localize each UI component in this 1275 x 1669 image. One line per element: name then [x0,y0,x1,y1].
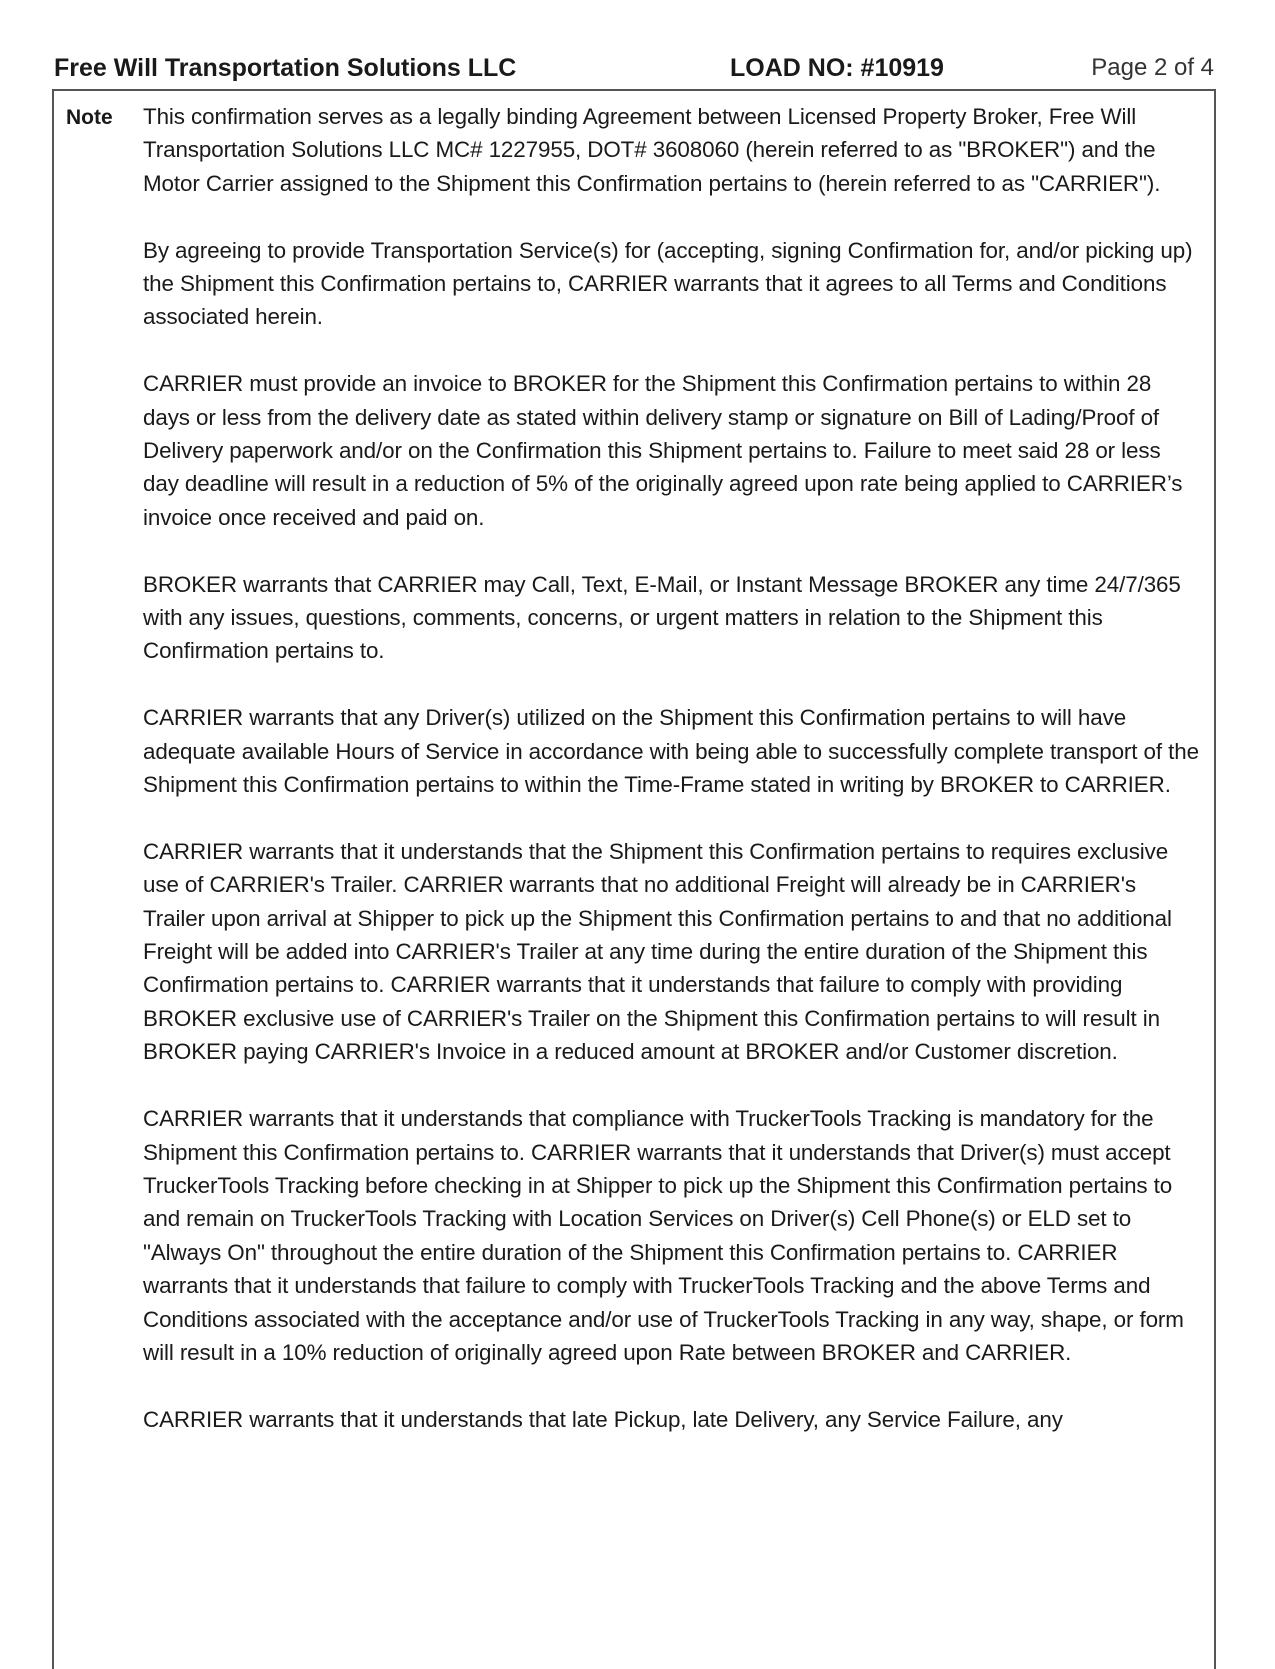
note-paragraph: CARRIER warrants that it understands that the Shipment this Confirmation pertains to requires exclusive use of CARRIER's Trailer. CARRIER warrants that no additional Freight will already be in CARRIER's Trailer upon arrival at Shipper to pick up the Shipment this Confirmation pertains to and that no additional Freight will be added into CARRIER's Trailer at any time during the entire duration of the Shipment this Confirmation pertains to. CARRIER warrants that it understands that failure to comply with providing BROKER exclusive use of CARRIER's Trailer on the Shipment this Confirmation pertains to will result in BROKER paying CARRIER's Invoice in a reduced amount at BROKER and/or Customer discretion. [143,838,1172,1065]
page-number: Page 2 of 4 [1091,54,1214,81]
company-name: Free Will Transportation Solutions LLC [54,54,517,82]
document-header [54,50,1214,86]
note-paragraph: This confirmation serves as a legally binding Agreement between Licensed Property Broker, Free Will Transportation Solutions LLC MC# 1227955, DOT# 3608060 (herein referred to as "BROKER") and the Motor Carrier assigned to the Shipment this Confirmation pertains to (herein referred to as "CARRIER"). [143,104,1161,196]
note-paragraph: CARRIER warrants that it understands that late Pickup, late Delivery, any Service Failure, any [143,1406,1063,1432]
load-number: LOAD NO: #10919 [730,54,944,82]
note-body [143,100,1201,1470]
note-paragraph: CARRIER must provide an invoice to BROKER for the Shipment this Confirmation pertains to within 28 days or less from the delivery date as stated within delivery stamp or signature on Bill of Lading/Proof of Delivery paperwork and/or on the Confirmation this Shipment pertains to. Failure to meet said 28 or less day deadline will result in a reduction of 5% of the originally agreed upon rate being applied to CARRIER’s invoice once received and paid on. [143,371,1183,530]
note-paragraph: BROKER warrants that CARRIER may Call, Text, E-Mail, or Instant Message BROKER any time 24/7/365 with any issues, questions, comments, concerns, or urgent matters in relation to the Shipment this Confirmation pertains to. [143,571,1181,664]
note-label: Note [66,106,113,129]
note-paragraph: CARRIER warrants that it understands that compliance with TruckerTools Tracking is mandatory for the Shipment this Confirmation pertains to. CARRIER warrants that it understands that Driver(s) must accept TruckerTools Tracking before checking in at Shipper to pick up the Shipment this Confirmation pertains to and remain on TruckerTools Tracking with Location Services on Driver(s) Cell Phone(s) or ELD set to "Always On" throughout the entire duration of the Shipment this Confirmation pertains to. CARRIER warrants that it understands that failure to comply with TruckerTools Tracking and the above Terms and Conditions associated with the acceptance and/or use of TruckerTools Tracking in any way, shape, or form will result in a 10% reduction of originally agreed upon Rate between BROKER and CARRIER. [143,1106,1184,1365]
note-paragraph: CARRIER warrants that any Driver(s) utilized on the Shipment this Confirmation pertains to will have adequate available Hours of Service in accordance with being able to successfully complete transport of the Shipment this Confirmation pertains to within the Time-Frame stated in writing by BROKER to CARRIER. [143,705,1199,798]
note-paragraph: By agreeing to provide Transportation Service(s) for (accepting, signing Confirmation for, and/or picking up) the Shipment this Confirmation pertains to, CARRIER warrants that it agrees to all Terms and Conditions associated herein. [143,237,1193,330]
